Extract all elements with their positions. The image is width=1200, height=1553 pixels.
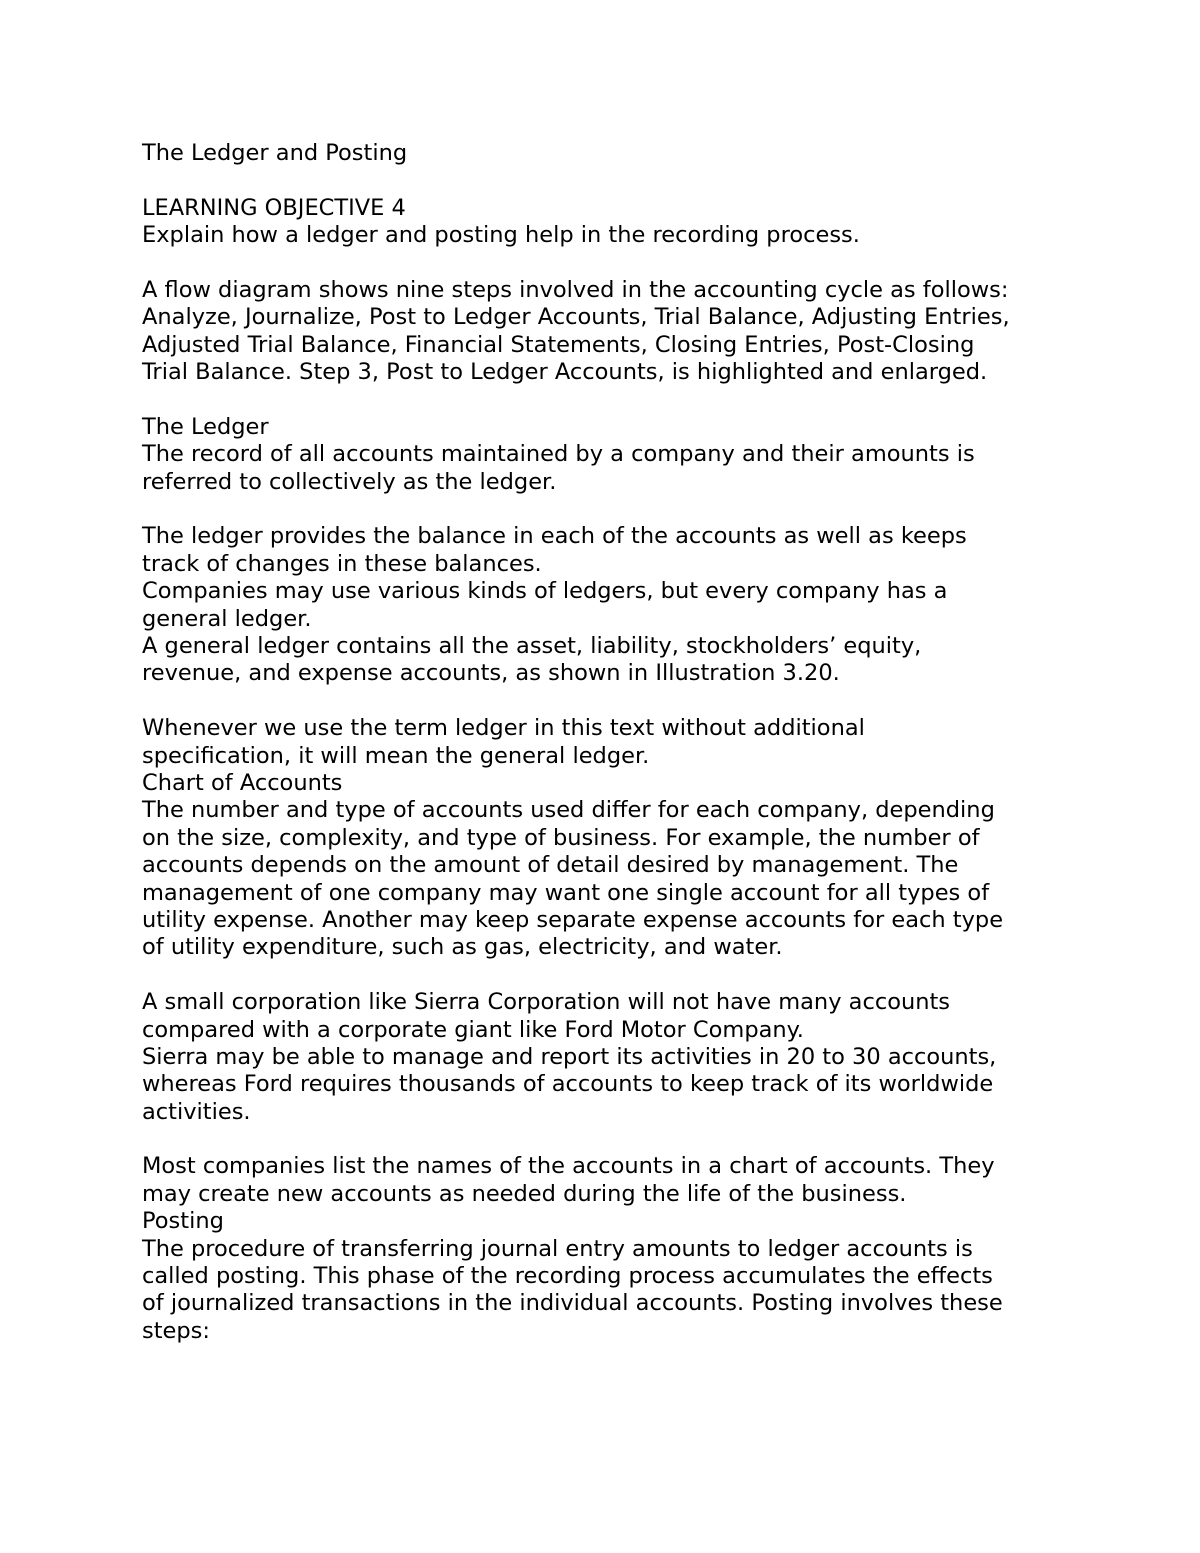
listing-paragraph xyxy=(142,1153,1072,1208)
paragraph-line: Adjusted Trial Balance, Financial Statements, Closing Entries, Post-Closing xyxy=(142,331,975,358)
paragraph-line: A small corporation like Sierra Corporation will not have many accounts xyxy=(142,989,951,1016)
paragraph-line: utility expense. Another may keep separate expense accounts for each type xyxy=(142,906,1004,933)
paragraph-line: steps: xyxy=(142,1317,210,1344)
paragraph-line: whereas Ford requires thousands of accounts to keep track of its worldwide xyxy=(142,1071,994,1098)
paragraph-line: management of one company may want one single account for all types of xyxy=(142,879,990,906)
paragraph-line: The record of all accounts maintained by a company and their amounts is xyxy=(142,441,975,468)
paragraph-line: The ledger provides the balance in each of the accounts as well as keeps xyxy=(142,523,967,550)
paragraph-line: of journalized transactions in the individual accounts. Posting involves these xyxy=(142,1290,1003,1317)
paragraph-line: track of changes in these balances. xyxy=(142,550,542,577)
paragraph-line: on the size, complexity, and type of business. For example, the number of xyxy=(142,824,980,851)
paragraph-line: The number and type of accounts used differ for each company, depending xyxy=(142,797,995,824)
comparison-paragraph xyxy=(142,989,1072,1126)
ledger-details-paragraph xyxy=(142,523,1072,687)
learning-objective-heading: LEARNING OBJECTIVE 4 xyxy=(142,194,406,221)
paragraph-line: Analyze, Journalize, Post to Ledger Accounts, Trial Balance, Adjusting Entries, xyxy=(142,304,1010,331)
paragraph-line: may create new accounts as needed during the life of the business. xyxy=(142,1180,907,1207)
paragraph-line: Most companies list the names of the accounts in a chart of accounts. They xyxy=(142,1153,995,1180)
paragraph-line: activities. xyxy=(142,1098,251,1125)
paragraph-line: A general ledger contains all the asset, liability, stockholders’ equity, xyxy=(142,633,922,660)
ledger-definition-paragraph xyxy=(142,441,1072,496)
paragraph-line: The procedure of transferring journal entry amounts to ledger accounts is xyxy=(142,1235,973,1262)
paragraph-line: Trial Balance. Step 3, Post to Ledger Accounts, is highlighted and enlarged. xyxy=(142,359,988,386)
ledger-heading: The Ledger xyxy=(142,413,269,440)
paragraph-line: called posting. This phase of the recording process accumulates the effects xyxy=(142,1263,993,1290)
paragraph-line: A flow diagram shows nine steps involved in the accounting cycle as follows: xyxy=(142,276,1009,303)
chart-of-accounts-paragraph xyxy=(142,797,1072,961)
spacer xyxy=(142,1126,1072,1153)
chart-of-accounts-heading: Chart of Accounts xyxy=(142,769,343,796)
document-body xyxy=(142,140,1072,1345)
paragraph-line: Companies may use various kinds of ledgers, but every company has a xyxy=(142,578,948,605)
spacer xyxy=(142,688,1072,715)
document-title: The Ledger and Posting xyxy=(142,140,408,166)
flow-diagram-paragraph xyxy=(142,277,1072,387)
spacer xyxy=(142,167,1072,194)
paragraph-line: revenue, and expense accounts, as shown in Illustration 3.20. xyxy=(142,660,840,687)
posting-paragraph xyxy=(142,1236,1072,1346)
spacer xyxy=(142,496,1072,523)
posting-heading: Posting xyxy=(142,1208,224,1235)
paragraph-line: referred to collectively as the ledger. xyxy=(142,468,557,495)
spacer xyxy=(142,962,1072,989)
paragraph-line: general ledger. xyxy=(142,605,312,632)
paragraph-line: Sierra may be able to manage and report its activities in 20 to 30 accounts, xyxy=(142,1043,997,1070)
paragraph-line: Whenever we use the term ledger in this text without additional xyxy=(142,715,865,742)
learning-objective-text: Explain how a ledger and posting help in the recording process. xyxy=(142,222,860,249)
paragraph-line: of utility expenditure, such as gas, electricity, and water. xyxy=(142,934,783,961)
paragraph-line: accounts depends on the amount of detail desired by management. The xyxy=(142,852,959,879)
spacer xyxy=(142,387,1072,414)
ledger-usage-paragraph xyxy=(142,715,1072,770)
spacer xyxy=(142,250,1072,277)
paragraph-line: compared with a corporate giant like Ford Motor Company. xyxy=(142,1016,804,1043)
paragraph-line: specification, it will mean the general ledger. xyxy=(142,742,650,769)
